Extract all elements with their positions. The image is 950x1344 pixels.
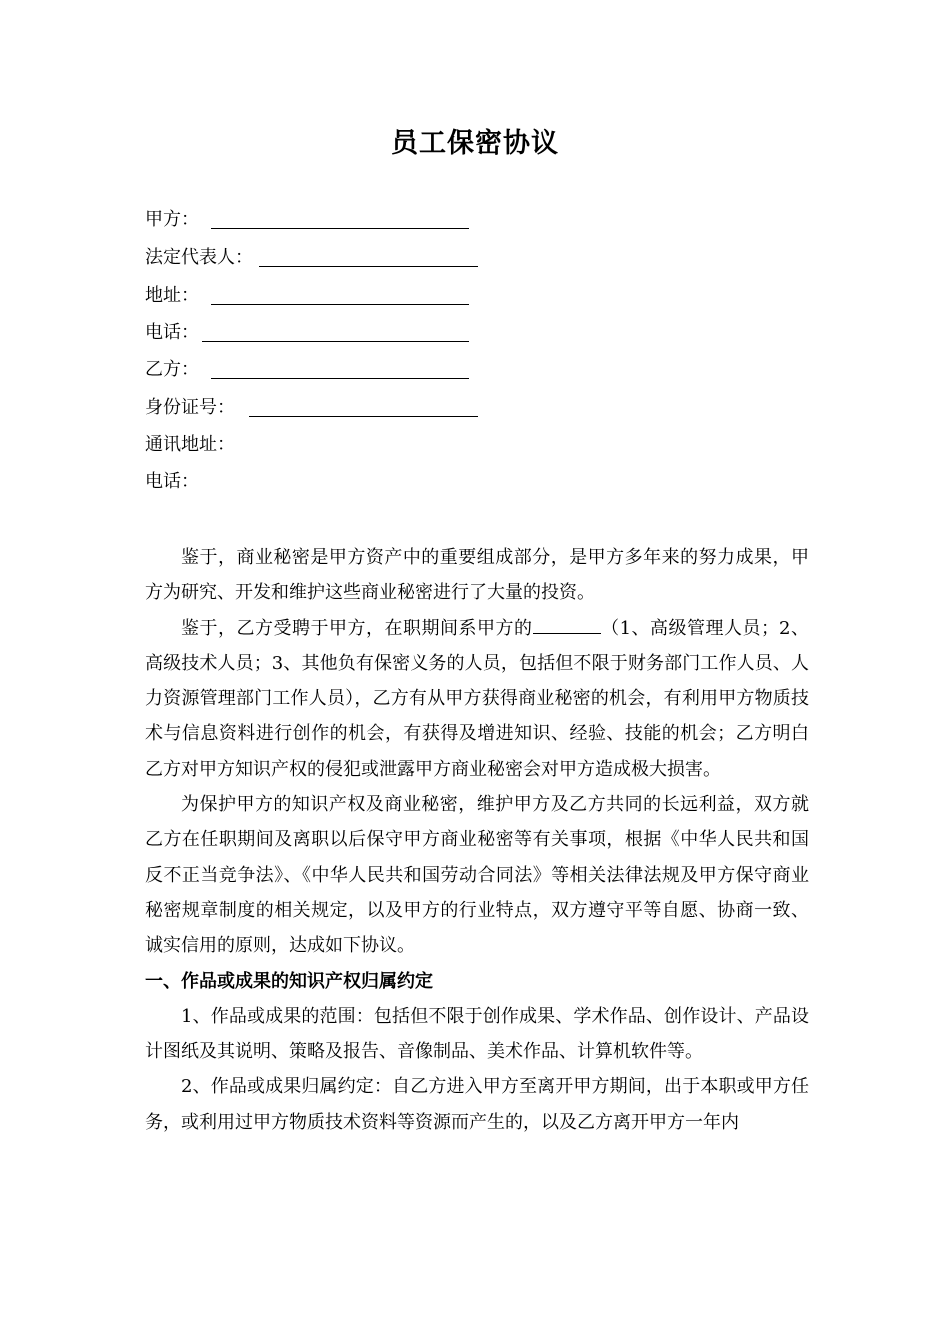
purpose-paragraph: 为保护甲方的知识产权及商业秘密，维护甲方及乙方共同的长远利益，双方就乙方在任职期间及离职以后保守甲方商业秘密等有关事项，根据《中华人民共和国反不正当竞争法》、《中华人民共和国劳动合同法》等相关法律法规及甲方保守商业秘密规章制度的相关规定，以及甲方的行业特点，双方遵守平等自愿、协商一致、诚实信用的原则，达成如下协议。 — [145, 794, 809, 957]
phone-a-label: 电话： — [145, 322, 199, 343]
phone-a-field — [145, 319, 475, 347]
party-a-label: 甲方： — [145, 209, 199, 230]
address-blank-line — [211, 304, 469, 305]
recital-2-text-before: 鉴于，乙方受聘于甲方，在职期间系甲方的 — [181, 617, 533, 639]
phone-a-blank-line — [202, 341, 469, 342]
id-number-field — [145, 394, 485, 422]
legal-rep-label: 法定代表人： — [145, 247, 253, 268]
address-label: 地址： — [145, 285, 199, 306]
party-b-blank-line — [211, 378, 469, 379]
section-1-item-1: 1、作品或成果的范围：包括但不限于创作成果、学术作品、创作设计、产品设计图纸及其说明、策略及报告、音像制品、美术作品、计算机软件等。 — [145, 1005, 809, 1063]
document-title: 员工保密协议 — [391, 128, 559, 159]
id-number-blank-line — [249, 416, 478, 417]
legal-rep-blank-line — [259, 266, 478, 267]
position-blank-line — [533, 615, 601, 634]
party-b-field — [145, 356, 475, 384]
agreement-body — [145, 540, 809, 1140]
section-1-item-2: 2、作品或成果归属约定：自乙方进入甲方至离开甲方期间，出于本职或甲方任务，或利用过甲方物质技术资料等资源而产生的，以及乙方离开甲方一年内 — [145, 1076, 809, 1133]
recital-2-text-after: （1、高级管理人员；2、高级技术人员；3、其他负有保密义务的人员，包括但不限于财务部门工作人员、人力资源管理部门工作人员），乙方有从甲方获得商业秘密的机会，有利用甲方物质技术与信息资料进行创作的机会，有获得及增进知识、经验、技能的机会；乙方明白乙方对甲方知识产权的侵犯或泄露甲方商业秘密会对甲方造成极大损害。 — [145, 617, 810, 780]
party-b-label: 乙方： — [145, 359, 199, 380]
recital-paragraph-1: 鉴于，商业秘密是甲方资产中的重要组成部分，是甲方多年来的努力成果，甲方为研究、开发和维护这些商业秘密进行了大量的投资。 — [145, 547, 809, 604]
legal-rep-field — [145, 244, 485, 272]
id-number-label: 身份证号： — [145, 397, 235, 418]
mailing-address-field — [145, 431, 345, 459]
party-a-field — [145, 206, 475, 234]
recital-paragraph-2 — [145, 611, 809, 787]
mailing-address-label: 通讯地址： — [145, 434, 235, 455]
phone-b-field — [145, 468, 345, 496]
address-field — [145, 282, 475, 310]
party-a-blank-line — [211, 228, 469, 229]
phone-b-label: 电话： — [145, 471, 199, 492]
section-1-heading: 一、作品或成果的知识产权归属约定 — [145, 970, 433, 992]
